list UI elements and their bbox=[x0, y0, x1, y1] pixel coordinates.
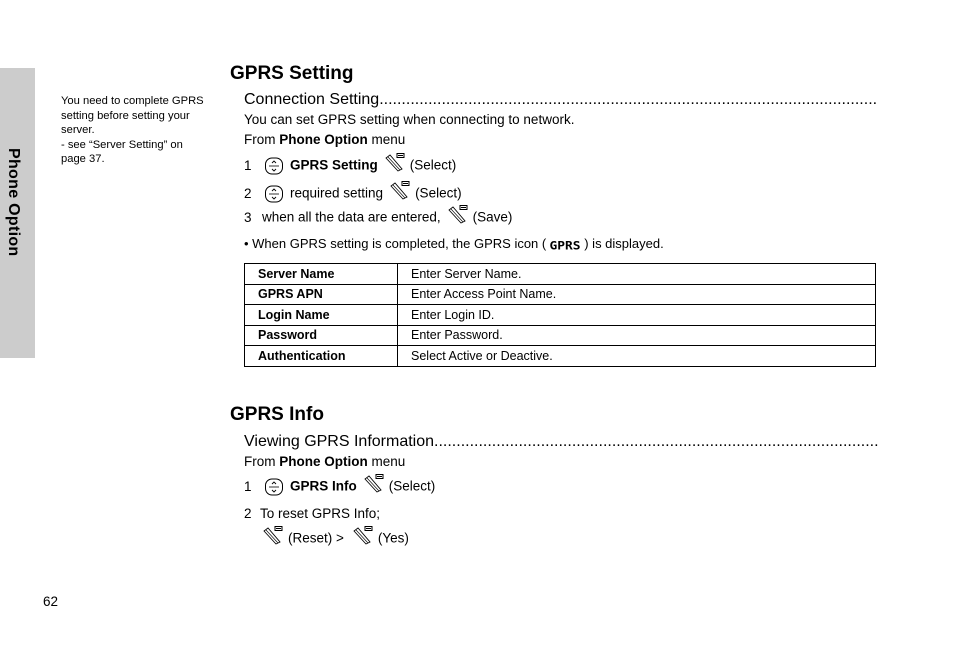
nav-key-icon bbox=[264, 157, 284, 175]
note-line: setting before setting your bbox=[61, 109, 190, 122]
step-text: GPRS Setting bbox=[290, 157, 378, 173]
gprs-info-from bbox=[244, 454, 405, 469]
soft-key-icon bbox=[447, 204, 469, 226]
step-text: required setting bbox=[290, 185, 384, 201]
gprs-status-icon bbox=[549, 239, 581, 251]
step-number: 2 bbox=[244, 185, 252, 201]
gprs-icon-note bbox=[244, 236, 664, 251]
gprs-settings-table bbox=[244, 263, 876, 367]
step-2 bbox=[244, 183, 462, 205]
step-text: GPRS Info bbox=[290, 478, 357, 494]
note-line: server. bbox=[61, 124, 95, 136]
step-text: To reset GPRS Info; bbox=[260, 506, 381, 521]
table-value: Enter Password. bbox=[398, 325, 876, 346]
step-action: (Select) bbox=[415, 185, 462, 201]
note-line: You need to complete GPRS bbox=[61, 95, 204, 107]
step-action: (Select) bbox=[388, 478, 436, 494]
nav-key-icon bbox=[264, 185, 284, 203]
step-text: when all the data are entered, bbox=[262, 209, 441, 225]
table-row bbox=[245, 264, 876, 285]
soft-key-icon bbox=[352, 525, 374, 547]
from-suffix: menu bbox=[367, 454, 406, 469]
gprs-setting-intro: You can set GPRS setting when connecting to network. bbox=[244, 112, 575, 127]
table-value: Enter Server Name. bbox=[398, 264, 876, 285]
step-number: 1 bbox=[244, 478, 252, 494]
viewing-gprs-heading bbox=[244, 433, 878, 451]
from-menu: Phone Option bbox=[279, 454, 368, 469]
step-number: 3 bbox=[244, 209, 252, 225]
leader-dots bbox=[379, 91, 878, 109]
side-tab bbox=[0, 68, 35, 358]
info-step-1 bbox=[244, 476, 435, 498]
table-key: Authentication bbox=[245, 346, 398, 367]
gprs-setting-from bbox=[244, 132, 405, 147]
table-value: Enter Access Point Name. bbox=[398, 284, 876, 305]
step-1 bbox=[244, 155, 456, 177]
from-prefix: From bbox=[244, 454, 280, 469]
nav-key-icon bbox=[264, 478, 284, 496]
soft-key-icon bbox=[363, 473, 385, 495]
from-menu: Phone Option bbox=[279, 132, 368, 147]
side-tab-label: Phone Option bbox=[5, 148, 22, 257]
yes-label: (Yes) bbox=[377, 530, 409, 546]
gprs-setting-title: GPRS Setting bbox=[230, 63, 354, 84]
connection-setting-heading bbox=[244, 91, 878, 109]
side-note bbox=[61, 94, 226, 167]
table-row bbox=[245, 346, 876, 367]
page-number: 62 bbox=[43, 594, 59, 609]
gprs-info-title: GPRS Info bbox=[230, 404, 324, 425]
reset-label: (Reset) > bbox=[288, 530, 344, 546]
from-prefix: From bbox=[244, 132, 280, 147]
bullet-suffix: ) is displayed. bbox=[584, 236, 664, 251]
bullet-prefix: • When GPRS setting is completed, the GPRS icon ( bbox=[244, 236, 547, 251]
table-key: Server Name bbox=[245, 264, 398, 285]
step-number: 1 bbox=[244, 157, 252, 173]
table-value: Select Active or Deactive. bbox=[398, 346, 876, 367]
table-key: Login Name bbox=[245, 305, 398, 326]
connection-setting-label: Connection Setting bbox=[244, 91, 380, 108]
soft-key-icon bbox=[262, 525, 284, 547]
table-row bbox=[245, 305, 876, 326]
table-row bbox=[245, 325, 876, 346]
from-suffix: menu bbox=[367, 132, 406, 147]
soft-key-icon bbox=[389, 180, 411, 202]
note-line: page 37. bbox=[61, 153, 105, 165]
soft-key-icon bbox=[384, 152, 406, 174]
gprs-icon-label: GPRS bbox=[549, 238, 581, 251]
table-value: Enter Login ID. bbox=[398, 305, 876, 326]
step-number: 2 bbox=[244, 506, 252, 521]
viewing-gprs-label: Viewing GPRS Information bbox=[244, 433, 435, 450]
step-action: (Save) bbox=[472, 209, 513, 225]
table-key: Password bbox=[245, 325, 398, 346]
leader-dots bbox=[434, 433, 878, 451]
step-action: (Select) bbox=[409, 157, 457, 173]
info-step-2 bbox=[244, 506, 380, 521]
table-row bbox=[245, 284, 876, 305]
table-key: GPRS APN bbox=[245, 284, 398, 305]
step-3 bbox=[244, 207, 512, 229]
reset-line bbox=[262, 528, 409, 550]
note-line: - see “Server Setting” on bbox=[61, 138, 183, 151]
